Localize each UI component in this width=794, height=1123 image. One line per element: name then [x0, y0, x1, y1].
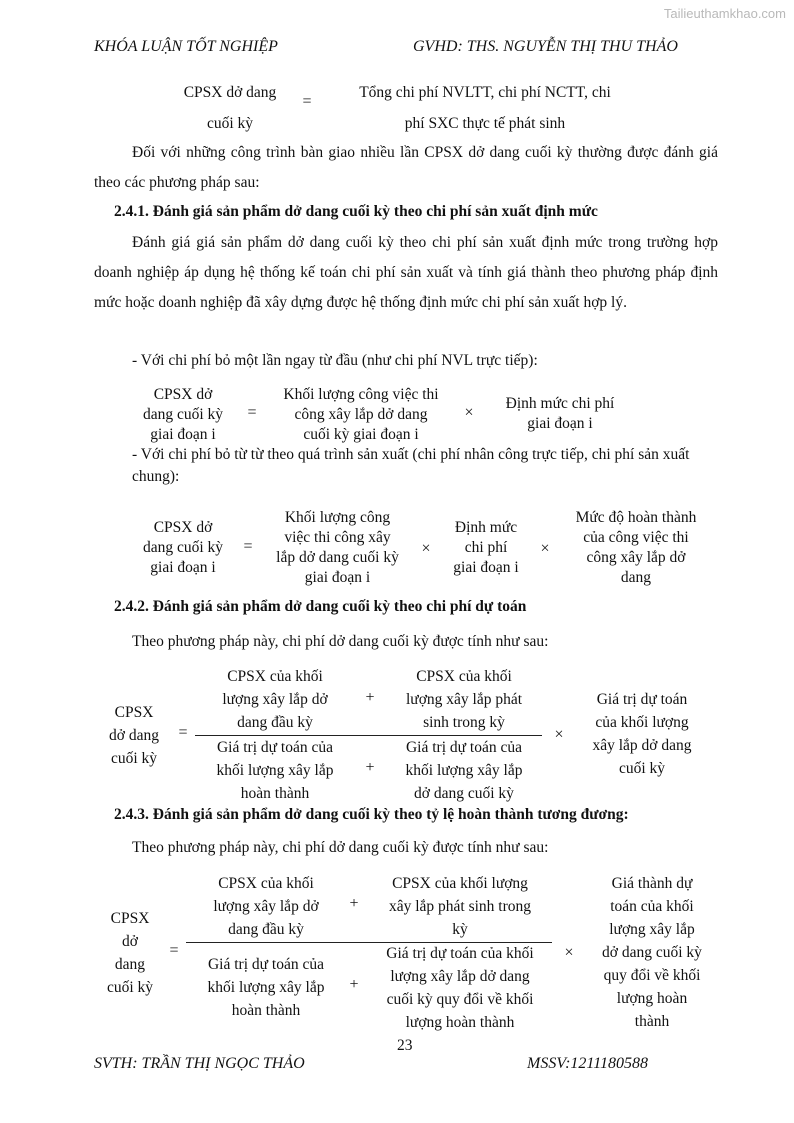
f0-rhs-line: phí SXC thực tế phát sinh — [404, 115, 566, 132]
f2-c-line: Định mức — [454, 519, 518, 536]
bullet-2: - Với chi phí bỏ từ từ theo quá trình sản xuất (chi phí nhân công trực tiếp, chi phí sản xuất chung): — [132, 446, 690, 485]
f0-rhs-line: Tổng chi phí NVLTT, chi phí NCTT, chi — [359, 84, 611, 101]
f1-c-line: giai đoạn i — [527, 415, 593, 432]
f4-r-line: thành — [634, 1013, 670, 1030]
paragraph-4: Theo phương pháp này, chi phí dở dang cuối kỳ được tính như sau: — [132, 839, 549, 856]
f4-d2-line: lượng hoàn thành — [405, 1014, 515, 1031]
header-left: KHÓA LUẬN TỐT NGHIỆP — [94, 38, 278, 55]
f0-rhs — [330, 77, 640, 139]
f2-d-line: dang — [620, 569, 652, 586]
f3-d1-line: Giá trị dự toán của — [216, 739, 333, 756]
footer-left: SVTH: TRẦN THỊ NGỌC THẢO — [94, 1055, 305, 1072]
bullet-1: - Với chi phí bỏ một lần ngay từ đầu (như chi phí NVL trực tiếp): — [132, 352, 538, 369]
f4-r-line: quy đổi về khối — [603, 967, 701, 984]
f2-d-line: công xây lắp dở — [586, 549, 686, 566]
f4-lhs-line: dở — [122, 933, 138, 950]
paragraph-1: Đối với những công trình bàn giao nhiều lần CPSX dở dang cuối kỳ thường được đánh giá theo các phương pháp sau: — [94, 144, 718, 191]
f3-r-line: của khối lượng — [595, 714, 689, 731]
f3-r-line: Giá trị dự toán — [596, 691, 688, 708]
f4-r-line: lượng xây lắp — [609, 921, 695, 938]
f4-d2-line: lượng xây lắp dở dang — [390, 968, 530, 985]
f4-times: × — [564, 944, 574, 961]
f4-d1-line: khối lượng xây lắp — [207, 979, 325, 996]
f4-n1-line: dang đầu kỳ — [228, 921, 304, 938]
f3-right-term — [572, 688, 712, 780]
f1-equals: = — [247, 404, 257, 421]
f4-n1-line: CPSX của khối — [218, 875, 314, 892]
f2-times-2: × — [540, 540, 550, 557]
f0-equals: = — [302, 93, 312, 110]
f4-denominator-1 — [186, 953, 346, 1022]
f4-lhs — [94, 907, 166, 999]
f0-lhs-line: CPSX dở dang — [183, 84, 277, 101]
f3-d2-line: dở dang cuối kỳ — [414, 785, 514, 802]
f3-plus-den: + — [365, 759, 375, 776]
f3-lhs-line: dở dang — [109, 727, 159, 744]
f4-n2-line: kỳ — [452, 921, 468, 938]
f1-b-line: Khối lượng công việc thi — [283, 386, 439, 403]
f1-term-a — [127, 385, 239, 445]
f3-numerator-1 — [195, 665, 355, 734]
f1-times: × — [464, 404, 474, 421]
f0-lhs-line: cuối kỳ — [206, 115, 254, 132]
f4-n2-line: CPSX của khối lượng — [392, 875, 528, 892]
f1-term-b — [265, 385, 457, 445]
f2-term-d — [560, 508, 712, 588]
f4-r-line: lượng hoàn — [616, 990, 688, 1007]
f4-numerator-1 — [186, 872, 346, 941]
header-right: GVHD: THS. NGUYỄN THỊ THU THẢO — [413, 38, 678, 55]
f3-lhs-line: CPSX — [114, 704, 154, 721]
f4-d2-line: cuối kỳ quy đổi về khối — [386, 991, 534, 1008]
f2-a-line: dang cuối kỳ — [142, 539, 224, 556]
f2-b-line: Khối lượng công — [284, 509, 391, 526]
f3-d2-line: khối lượng xây lắp — [405, 762, 523, 779]
f3-d1-line: hoàn thành — [240, 785, 310, 802]
heading-2-4-2: 2.4.2. Đánh giá sản phẩm dở dang cuối kỳ theo chi phí dự toán — [114, 598, 527, 615]
f4-lhs-line: cuối kỳ — [106, 979, 154, 996]
f3-r-line: cuối kỳ — [618, 760, 666, 777]
f2-term-b — [260, 508, 415, 588]
f0-lhs — [170, 77, 290, 139]
f3-d1-line: khối lượng xây lắp — [216, 762, 334, 779]
heading-2-4-1: 2.4.1. Đánh giá sản phẩm dở dang cuối kỳ theo chi phí sản xuất định mức — [114, 203, 598, 220]
f4-r-line: Giá thành dự — [611, 875, 693, 892]
f1-b-line: công xây lắp dở dang — [294, 406, 428, 423]
f4-d2-line: Giá trị dự toán của khối — [386, 945, 534, 962]
f1-a-line: CPSX dở — [153, 386, 213, 403]
f3-equals: = — [178, 724, 188, 741]
f2-a-line: giai đoạn i — [150, 559, 216, 576]
f2-times-1: × — [421, 540, 431, 557]
f4-denominator-2 — [366, 942, 554, 1034]
f4-r-line: toán của khối — [610, 898, 694, 915]
f2-c-line: giai đoạn i — [453, 559, 519, 576]
footer-right: MSSV:1211180588 — [527, 1055, 649, 1072]
f2-equals: = — [243, 538, 253, 555]
f3-denominator-2 — [383, 736, 545, 805]
f3-numerator-2 — [383, 665, 545, 734]
f4-n1-line: lượng xây lắp dở — [213, 898, 319, 915]
paragraph-3: Theo phương pháp này, chi phí dở dang cuối kỳ được tính như sau: — [132, 633, 549, 650]
f3-r-line: xây lắp dở dang — [592, 737, 692, 754]
f2-c-line: chi phí — [464, 539, 508, 556]
f3-n1-line: CPSX của khối — [227, 668, 323, 685]
f4-r-line: dở dang cuối kỳ — [602, 944, 702, 961]
f4-plus-num: + — [349, 895, 359, 912]
f2-d-line: Mức độ hoàn thành — [575, 509, 697, 526]
f3-n2-line: CPSX của khối — [416, 668, 512, 685]
page-number: 23 — [397, 1037, 413, 1054]
f2-b-line: giai đoạn i — [304, 569, 371, 586]
f3-lhs-line: cuối kỳ — [110, 750, 158, 767]
watermark: Tailieuthamkhao.com — [663, 6, 786, 21]
f3-lhs — [94, 701, 174, 770]
f2-b-line: việc thi công xây — [284, 529, 391, 546]
f3-plus-num: + — [365, 689, 375, 706]
f2-b-line: lắp dở dang cuối kỳ — [276, 549, 399, 566]
f4-equals: = — [169, 942, 179, 959]
f3-n2-line: sinh trong kỳ — [423, 714, 505, 731]
f4-lhs-line: dang — [114, 956, 146, 973]
f2-term-c — [440, 518, 532, 578]
f3-n2-line: lượng xây lắp phát — [405, 691, 523, 708]
f3-times: × — [554, 726, 564, 743]
f3-denominator-1 — [195, 736, 355, 805]
f4-right-term — [582, 872, 722, 1033]
f1-b-line: cuối kỳ giai đoạn i — [303, 426, 419, 443]
f2-a-line: CPSX dở — [153, 519, 213, 536]
f3-n1-line: dang đầu kỳ — [237, 714, 313, 731]
f4-plus-den: + — [349, 976, 359, 993]
f2-term-a — [127, 518, 239, 578]
f1-c-line: Định mức chi phí — [505, 395, 615, 412]
f1-a-line: dang cuối kỳ — [142, 406, 224, 423]
f3-d2-line: Giá trị dự toán của — [405, 739, 522, 756]
f1-term-c — [485, 394, 635, 434]
f4-d1-line: Giá trị dự toán của — [207, 956, 324, 973]
f3-n1-line: lượng xây lắp dở — [222, 691, 328, 708]
paragraph-2: Đánh giá giá sản phẩm dở dang cuối kỳ theo chi phí sản xuất định mức trong trường hợp doanh nghiệp áp dụng hệ thống kế toán chi phí sản xuất và tính giá thành theo phương pháp định mức hoặc doanh nghiệp đã xây dựng được hệ thống định mức chi phí sản xuất hợp lý. — [94, 234, 718, 311]
f4-n2-line: xây lắp phát sinh trong — [388, 898, 532, 915]
f4-numerator-2 — [366, 872, 554, 941]
f4-lhs-line: CPSX — [110, 910, 150, 927]
f1-a-line: giai đoạn i — [150, 426, 216, 443]
heading-2-4-3: 2.4.3. Đánh giá sản phẩm dở dang cuối kỳ theo tỷ lệ hoàn thành tương đương: — [114, 806, 629, 823]
f2-d-line: của công việc thi — [583, 529, 689, 546]
f4-d1-line: hoàn thành — [231, 1002, 301, 1019]
